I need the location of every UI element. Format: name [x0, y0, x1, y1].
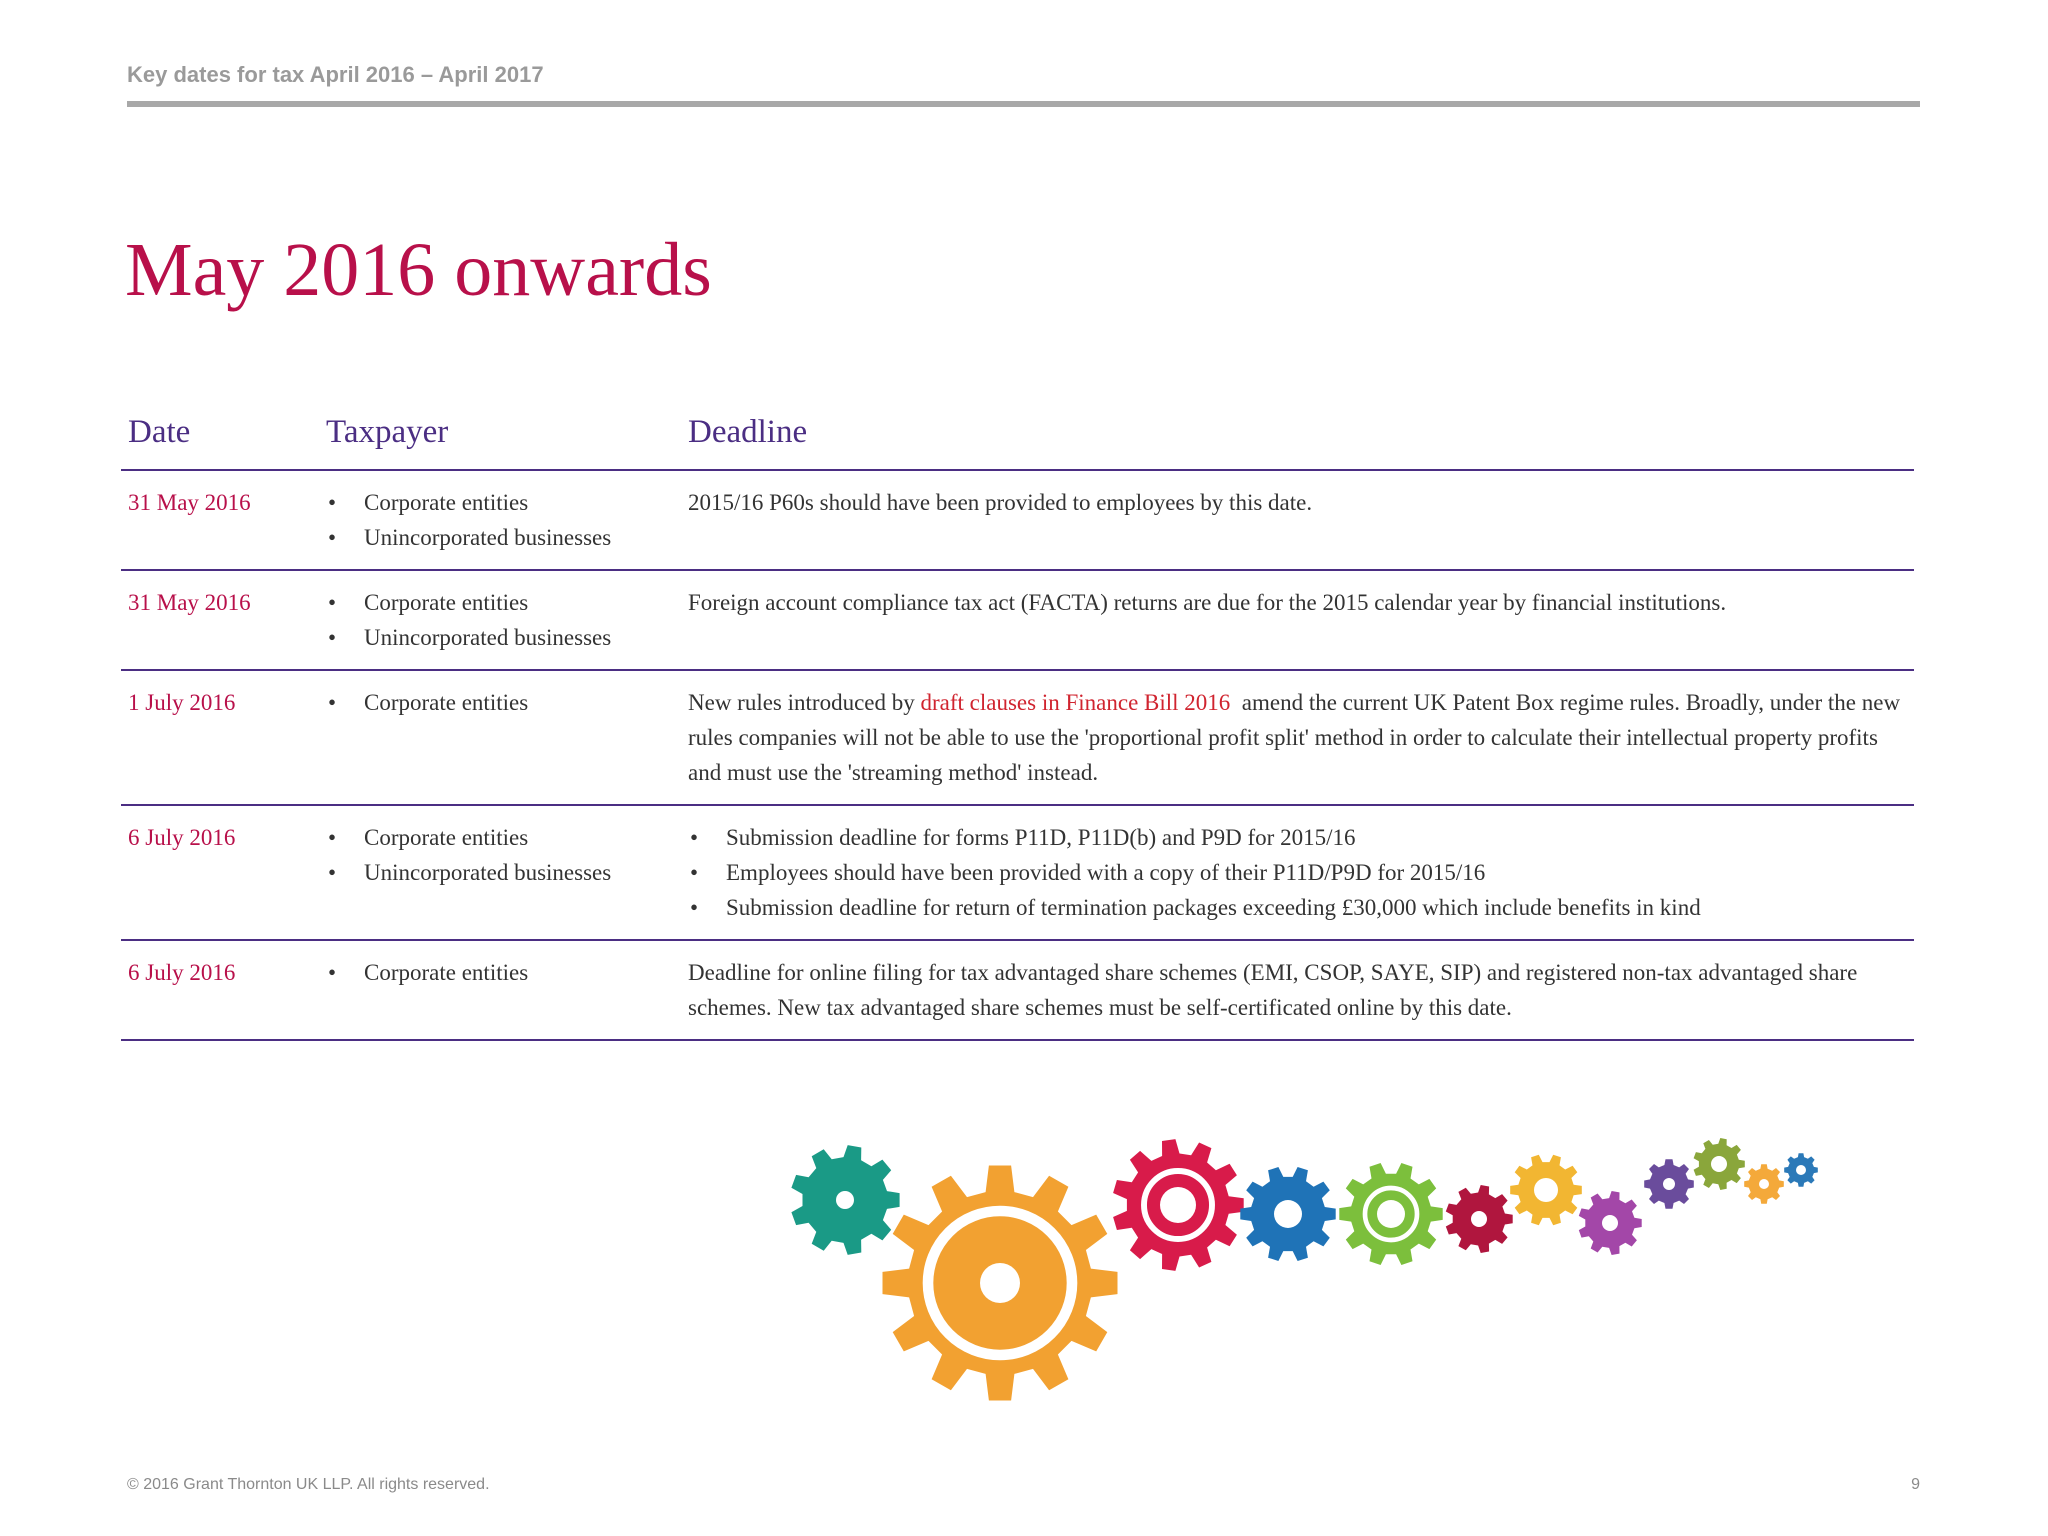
page-number: 9 — [1911, 1476, 1920, 1493]
table-header-row — [121, 408, 1914, 470]
table-row — [121, 670, 1914, 805]
gear-hole-icon — [1602, 1215, 1618, 1231]
column-header-deadline: Deadline — [681, 408, 1914, 470]
list-item: • Submission deadline for return of termination packages exceeding £30,000 which include benefits in kind — [688, 890, 1906, 925]
footer-copyright: © 2016 Grant Thornton UK LLP. All rights reserved. — [127, 1476, 490, 1493]
row-taxpayer — [319, 805, 681, 940]
row-deadline: Deadline for online filing for tax advantaged share schemes (EMI, CSOP, SAYE, SIP) and registered non-tax advantaged share schemes. New tax advantaged share schemes must be self-certificated online by this date. — [681, 940, 1914, 1040]
list-item: • Unincorporated businesses — [326, 520, 681, 555]
list-item: • Corporate entities — [326, 820, 681, 855]
row-date: 6 July 2016 — [121, 805, 319, 940]
gear-hole-icon — [1377, 1200, 1405, 1228]
list-item: • Corporate entities — [326, 955, 681, 990]
gear-hole-icon — [980, 1263, 1020, 1303]
taxpayer-list — [326, 485, 681, 555]
header-title: Key dates for tax April 2016 – April 2017 — [127, 62, 544, 87]
row-date: 31 May 2016 — [121, 570, 319, 670]
row-date: 6 July 2016 — [121, 940, 319, 1040]
deadline-text-after: amend the current UK Patent Box regime rules. Broadly, under the new rules companies will not be able to use the 'proportional profit split' method in order to calculate their intellectual property profits and must use the 'streaming method' instead. — [688, 690, 1906, 785]
row-deadline — [681, 805, 1914, 940]
list-item: • Corporate entities — [326, 585, 681, 620]
row-date: 1 July 2016 — [121, 670, 319, 805]
gear-hole-icon — [1759, 1179, 1769, 1189]
row-taxpayer — [319, 570, 681, 670]
list-item: • Corporate entities — [326, 685, 681, 720]
gear-hole-icon — [1663, 1178, 1675, 1190]
row-date: 31 May 2016 — [121, 470, 319, 570]
row-deadline: Foreign account compliance tax act (FACTA) returns are due for the 2015 calendar year by financial institutions. — [681, 570, 1914, 670]
table-row — [121, 570, 1914, 670]
row-deadline — [681, 670, 1914, 805]
gear-hole-icon — [836, 1191, 854, 1209]
header-divider — [127, 101, 1920, 107]
gear-hole-icon — [1274, 1200, 1302, 1228]
row-deadline: 2015/16 P60s should have been provided to employees by this date. — [681, 470, 1914, 570]
taxpayer-list — [326, 685, 681, 720]
list-item: • Corporate entities — [326, 485, 681, 520]
list-item: • Submission deadline for forms P11D, P11D(b) and P9D for 2015/16 — [688, 820, 1906, 855]
table-row — [121, 470, 1914, 570]
row-taxpayer — [319, 940, 681, 1040]
gear-hole-icon — [1711, 1156, 1727, 1172]
taxpayer-list — [326, 955, 681, 990]
gear-hole-icon — [1471, 1211, 1487, 1227]
key-dates-table — [121, 408, 1914, 1041]
gear-hole-icon — [1796, 1165, 1806, 1175]
list-item: • Unincorporated businesses — [326, 620, 681, 655]
gear-hole-icon — [1534, 1178, 1558, 1202]
row-taxpayer — [319, 670, 681, 805]
page-title: May 2016 onwards — [125, 228, 712, 312]
table-row — [121, 940, 1914, 1040]
row-taxpayer — [319, 470, 681, 570]
table-row — [121, 805, 1914, 940]
column-header-taxpayer: Taxpayer — [319, 408, 681, 470]
list-item: • Unincorporated businesses — [326, 855, 681, 890]
column-header-date: Date — [121, 408, 319, 470]
taxpayer-list — [326, 585, 681, 655]
list-item: • Employees should have been provided with a copy of their P11D/P9D for 2015/16 — [688, 855, 1906, 890]
gear-hole-icon — [1160, 1187, 1196, 1223]
taxpayer-list — [326, 820, 681, 890]
gears-illustration-icon — [780, 1128, 1830, 1418]
deadline-list — [688, 820, 1906, 925]
finance-bill-link[interactable]: draft clauses in Finance Bill 2016 — [920, 690, 1231, 715]
deadline-text-before: New rules introduced by — [688, 690, 921, 715]
